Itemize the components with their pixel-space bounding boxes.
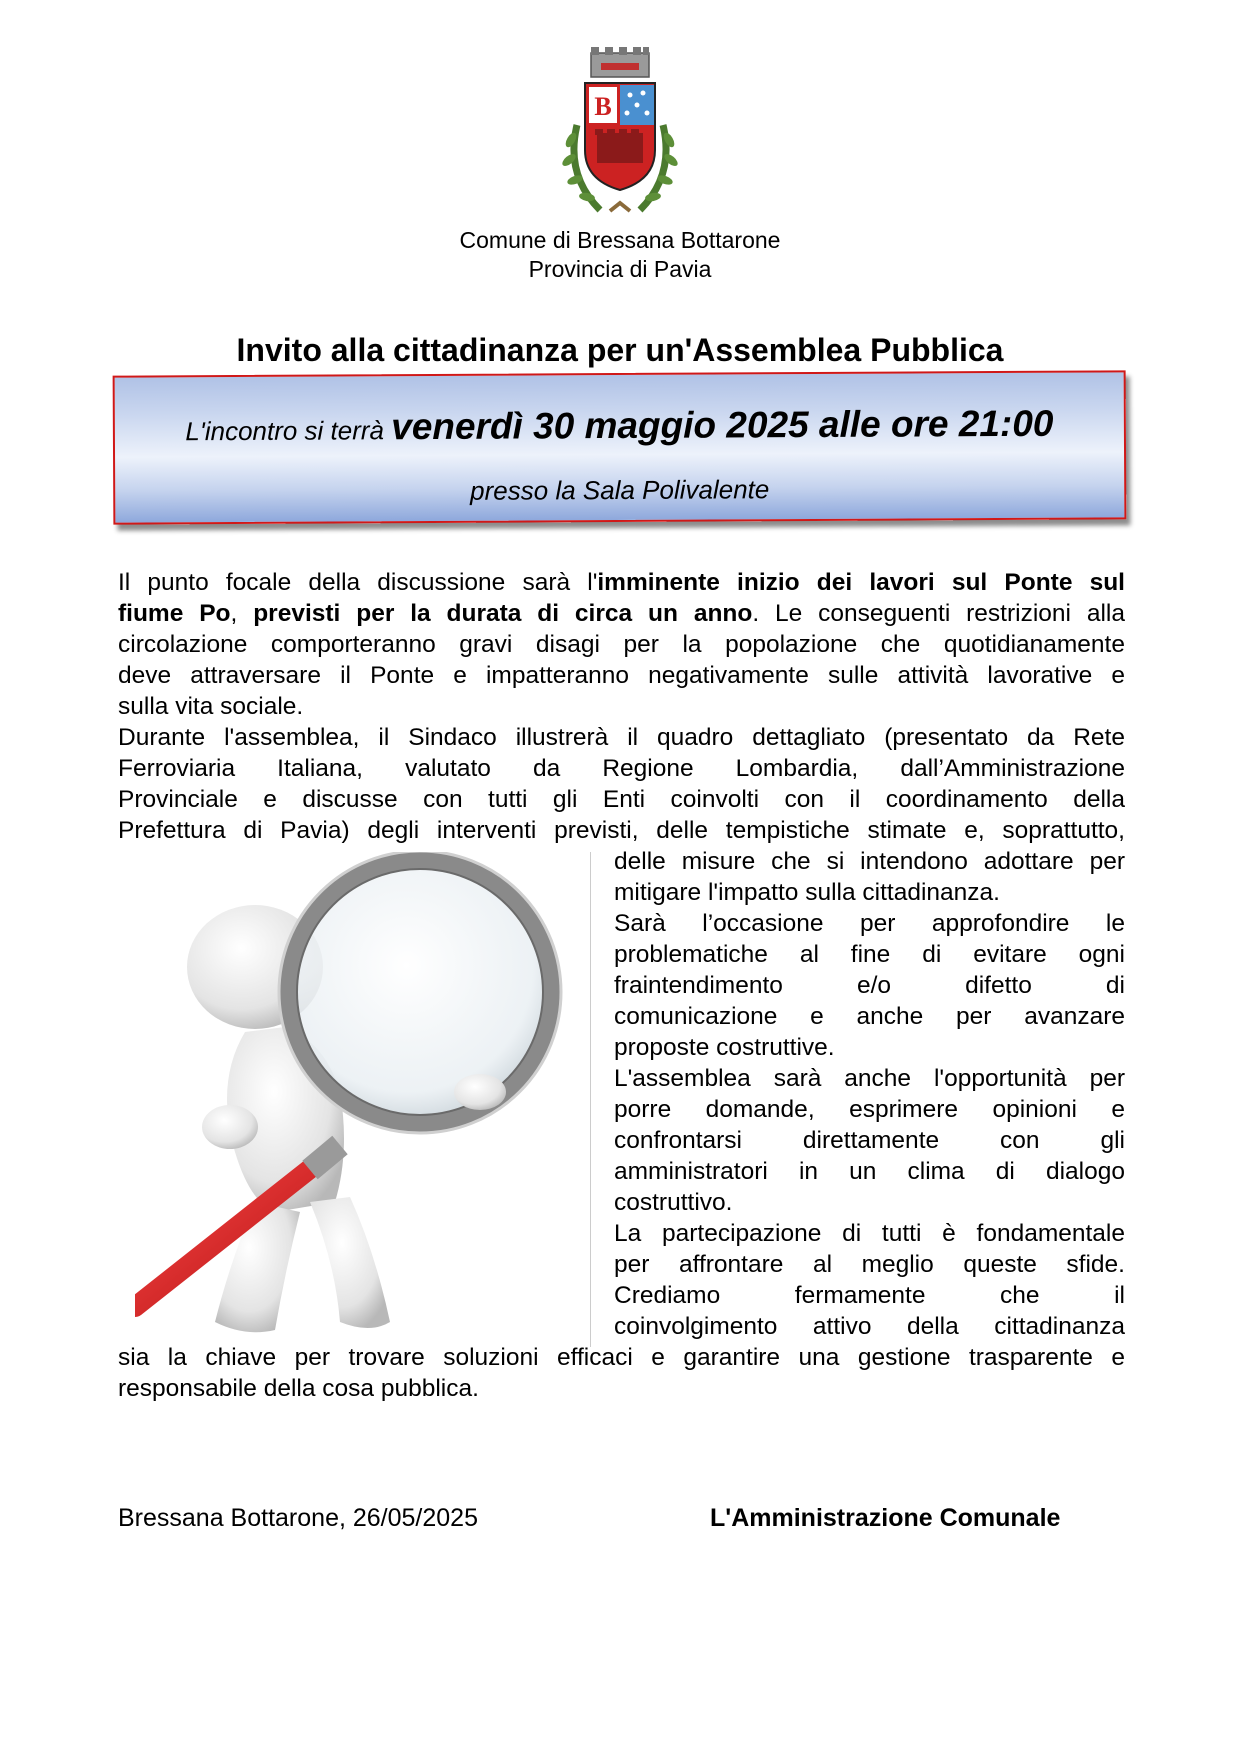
text-line: L'assemblea sarà anche l'opportunità per bbox=[614, 1065, 1125, 1092]
text-line: sia la chiave per trovare soluzioni efficaci e garantire una gestione trasparente e bbox=[118, 1344, 1125, 1371]
svg-text:B: B bbox=[594, 92, 612, 121]
text-line: Crediamo fermamente che il bbox=[614, 1282, 1125, 1309]
province-name: Provincia di Pavia bbox=[528, 256, 712, 282]
municipality-name: Comune di Bressana Bottarone bbox=[459, 227, 781, 253]
text-line: fraintendimento e/o difetto di bbox=[614, 972, 1125, 999]
magnifying-glass-figure bbox=[135, 852, 591, 1347]
event-datetime: venerdì 30 maggio 2025 alle ore 21:00 bbox=[391, 402, 1054, 448]
signature: L'Amministrazione Comunale bbox=[710, 1504, 1061, 1532]
text-line: Provinciale e discusse con tutti gli Enti coinvolti con il coordinamento della bbox=[118, 786, 1125, 813]
text-line: responsabile della cosa pubblica. bbox=[118, 1375, 479, 1402]
text-line: Durante l'assemblea, il Sindaco illustrerà il quadro dettagliato (presentato da Rete bbox=[118, 724, 1125, 751]
text-line: delle misure che si intendono adottare per bbox=[614, 848, 1125, 875]
text-line: sulla vita sociale. bbox=[118, 693, 304, 720]
text-line: amministratori in un clima di dialogo bbox=[614, 1158, 1125, 1185]
text-line: mitigare l'impatto sulla cittadinanza. bbox=[614, 879, 1000, 906]
event-banner bbox=[113, 370, 1127, 524]
event-location: presso la Sala Polivalente bbox=[470, 474, 770, 506]
text-line: coinvolgimento attivo della cittadinanza bbox=[614, 1313, 1125, 1340]
page-title: Invito alla cittadinanza per un'Assemblea Pubblica bbox=[236, 332, 1004, 368]
text-line: circolazione comporteranno gravi disagi per la popolazione che quotidianamente bbox=[118, 631, 1125, 658]
magnifying-glass-icon bbox=[135, 852, 590, 1347]
text-line: Il punto focale della discussione sarà l'imminente inizio dei lavori sul Ponte sul bbox=[118, 569, 1125, 596]
text-line: comunicazione e anche per avanzare bbox=[614, 1003, 1125, 1030]
paragraph-4 bbox=[614, 1063, 1125, 1218]
coat-of-arms-icon bbox=[555, 45, 685, 225]
paragraph-5 bbox=[614, 1218, 1125, 1342]
text-line: fiume Po, previsti per la durata di circa un anno. Le conseguenti restrizioni alla bbox=[118, 600, 1125, 627]
event-datetime-line bbox=[115, 402, 1124, 449]
text-line: confrontarsi direttamente con gli bbox=[614, 1127, 1125, 1154]
text-line: proposte costruttive. bbox=[614, 1034, 835, 1061]
text-line: porre domande, esprimere opinioni e bbox=[614, 1096, 1125, 1123]
paragraph-5-continued bbox=[118, 1342, 1125, 1404]
text-line: per affrontare al meglio queste sfide. bbox=[614, 1251, 1125, 1278]
text-line: costruttivo. bbox=[614, 1189, 733, 1216]
event-prefix: L'incontro si terrà bbox=[185, 415, 392, 447]
text-line: Sarà l’occasione per approfondire le bbox=[614, 910, 1125, 937]
text-line: problematiche al fine di evitare ogni bbox=[614, 941, 1125, 968]
paragraph-1 bbox=[118, 567, 1125, 722]
text-line: Prefettura di Pavia) degli interventi previsti, delle tempistiche stimate e, soprattutto, bbox=[118, 817, 1125, 844]
paragraph-2 bbox=[118, 722, 1125, 846]
text-line: La partecipazione di tutti è fondamentale bbox=[614, 1220, 1125, 1247]
paragraph-2-continued bbox=[614, 846, 1125, 908]
paragraph-3 bbox=[614, 908, 1125, 1063]
text-line: deve attraversare il Ponte e impatteranno negativamente sulle attività lavorative e bbox=[118, 662, 1125, 689]
text-line: Ferroviaria Italiana, valutato da Regione Lombardia, dall’Amministrazione bbox=[118, 755, 1125, 782]
place-and-date: Bressana Bottarone, 26/05/2025 bbox=[118, 1504, 478, 1532]
